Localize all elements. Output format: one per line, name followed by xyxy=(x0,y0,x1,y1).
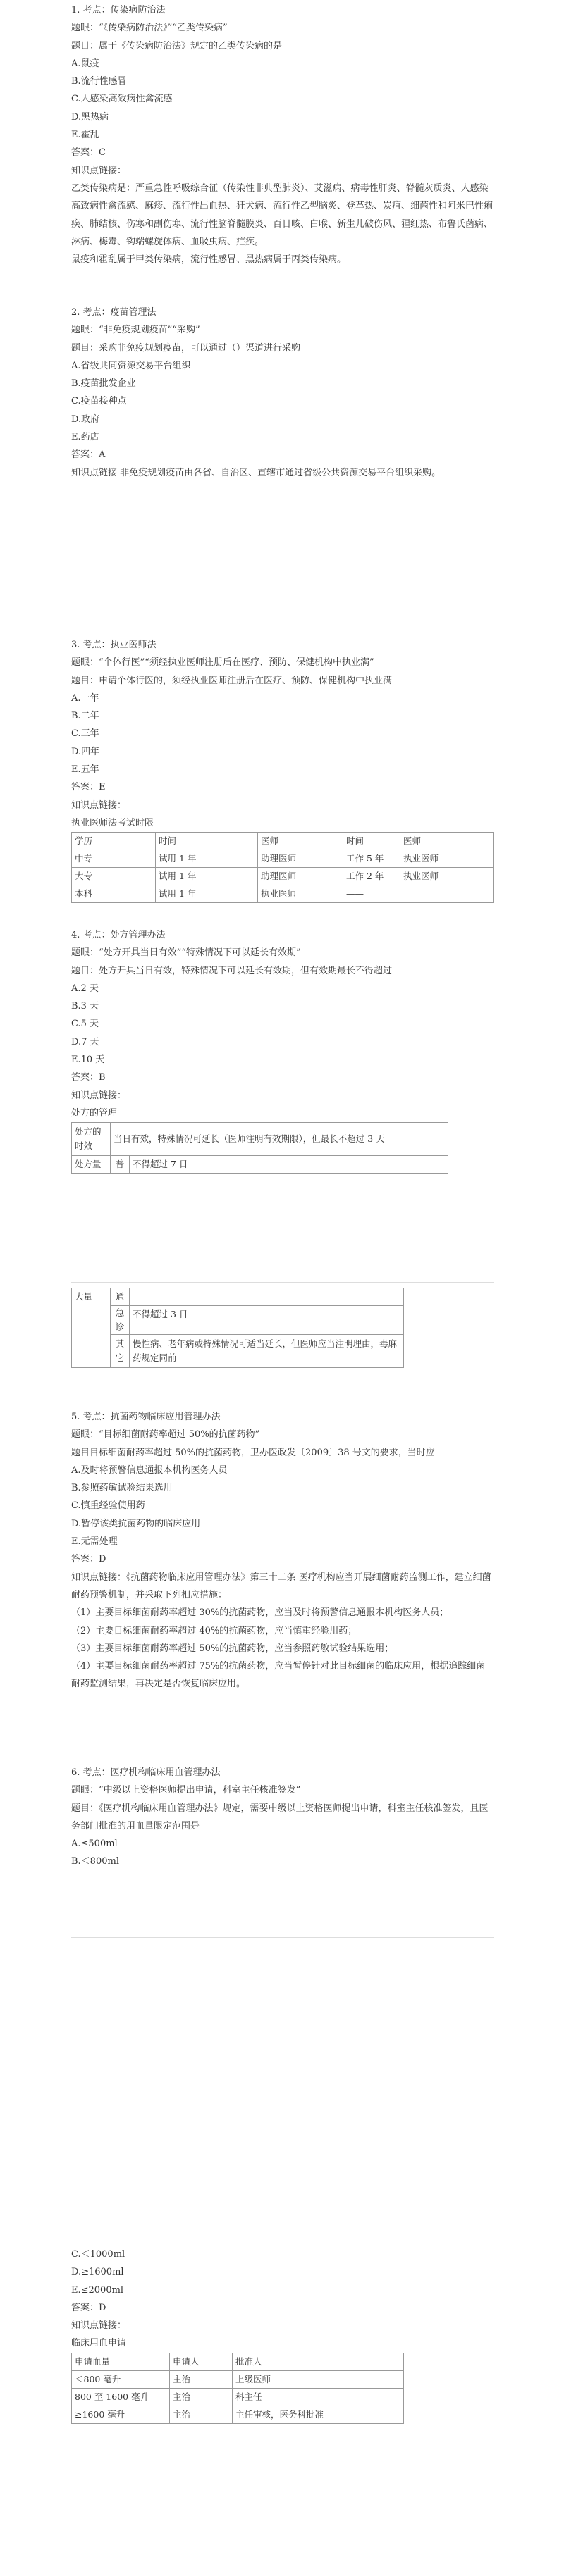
table-row: 其它 慢性病、老年病或特殊情况可适当延长，但医师应当注明理由，毒麻药规定同前 xyxy=(72,1335,404,1368)
table-row: 中专 试用 1 年 助理医师 工作 5 年 执业医师 xyxy=(72,850,494,868)
q1-option-e: E.霍乱 xyxy=(71,130,99,141)
q2-option-b: B.疫苗批发企业 xyxy=(71,378,136,390)
q6-option-d: D.≥1600ml xyxy=(71,2267,124,2278)
table-row: ≥1600 毫升 主治 主任审核，医务科批准 xyxy=(72,2406,404,2423)
q1-stem: 题目：属于《传染病防治法》规定的乙类传染病的是 xyxy=(71,40,283,51)
q5-option-d: D.暂停该类抗菌药物的临床应用 xyxy=(71,1518,201,1529)
q1-option-c: C.人感染高致病性禽流感 xyxy=(71,94,173,105)
q4-answer: 答案：B xyxy=(71,1072,106,1083)
q5-knowledge-item: （4）主要目标细菌耐药率超过 75%的抗菌药物，应当暂停针对此目标细菌的临床应用，根据追踪细菌耐药监测结果，再决定是否恢复临床应用。 xyxy=(71,1661,486,1690)
q5-option-a: A.及时将预警信息通报本机构医务人员 xyxy=(71,1464,228,1476)
q2-title: 2. 考点：疫苗管理法 xyxy=(71,307,157,318)
question-6 xyxy=(71,1764,494,1871)
table-row: 处方量 普 不得超过 7 日 xyxy=(72,1156,448,1174)
q1-knowledge-text: 乙类传染病是：严重急性呼吸综合征（传染性非典型肺炎）、艾滋病、病毒性肝炎、脊髓灰质炎、人感染高致病性禽流感、麻疹、流行性出血热、狂犬病、流行性乙型脑炎、登革热、炭疽、细菌性和阿米巴性痢疾、肺结核、伤寒和副伤寒、流行性脑脊髓膜炎、百日咳、白喉、新生儿破伤风、猩红热、布鲁氏菌病、淋病、梅毒、钩端螺旋体病、血吸虫病、疟疾。 xyxy=(71,182,494,247)
table-row: 800 至 1600 毫升 主治 科主任 xyxy=(72,2388,404,2406)
q4-option-a: A.2 天 xyxy=(71,983,99,994)
q6-answer: 答案：D xyxy=(71,2302,106,2313)
q1-title: 1. 考点：传染病防治法 xyxy=(71,5,166,15)
q4-stem: 题目：处方开具当日有效，特殊情况下可以延长有效期，但有效期最长不得超过 xyxy=(71,965,393,976)
q3-option-e: E.五年 xyxy=(71,764,99,776)
question-6-continued xyxy=(71,2246,494,2424)
table-row: 本科 试用 1 年 执业医师 —— xyxy=(72,885,494,903)
q3-title: 3. 考点：执业医师法 xyxy=(71,640,157,650)
table-row: 学历 时间 医师 时间 医师 xyxy=(72,833,494,850)
q4-option-e: E.10 天 xyxy=(71,1054,105,1066)
q3-option-b: B.二年 xyxy=(71,711,99,722)
q5-knowledge-item: （2）主要目标细菌耐药率超过 40%的抗菌药物，应当慎重经验用药； xyxy=(71,1625,357,1636)
page-divider xyxy=(71,1282,494,1283)
q4-option-c: C.5 天 xyxy=(71,1019,99,1030)
q6-option-e: E.≤2000ml xyxy=(71,2284,124,2296)
q5-option-c: C.慎重经验使用药 xyxy=(71,1500,145,1512)
q3-knowledge-label: 知识点链接： xyxy=(71,799,127,811)
question-1 xyxy=(71,1,494,268)
q3-stem: 题目：申请个体行医的，须经执业医师注册后在医疗、预防、保健机构中执业满 xyxy=(71,675,393,686)
q6-option-c: C.＜1000ml xyxy=(71,2249,125,2260)
table-row: 处方的时效 当日有效，特殊情况可延长（医师注明有效期限），但最长不超过 3 天 xyxy=(72,1123,448,1156)
q5-answer: 答案：D xyxy=(71,1554,106,1565)
table-row: 大量 通 xyxy=(72,1288,404,1306)
q2-stem: 题目：采购非免疫规划疫苗，可以通过（）渠道进行采购 xyxy=(71,342,301,354)
question-5 xyxy=(71,1408,494,1693)
q5-option-b: B.参照药敏试验结果选用 xyxy=(71,1483,173,1494)
q2-option-d: D.政府 xyxy=(71,413,100,425)
q6-table-title: 临床用血申请 xyxy=(71,2338,127,2349)
q5-stem-hint: 题眼：“目标细菌耐药率超过 50%的抗菌药物” xyxy=(71,1429,260,1441)
q2-option-a: A.省级共同资源交易平台组织 xyxy=(71,360,191,371)
q4-title: 4. 考点：处方管理办法 xyxy=(71,930,166,940)
question-4 xyxy=(71,926,494,1174)
q6-knowledge-label: 知识点链接： xyxy=(71,2320,127,2332)
table-row: 大专 试用 1 年 助理医师 工作 2 年 执业医师 xyxy=(72,868,494,885)
q5-knowledge-item: （3）主要目标细菌耐药率超过 50%的抗菌药物，应当参照药敏试验结果选用； xyxy=(71,1643,394,1654)
table-row: 急诊 不得超过 3 日 xyxy=(72,1306,404,1335)
q3-stem-hint: 题眼：“个体行医”“须经执业医师注册后在医疗、预防、保健机构中执业满” xyxy=(71,657,374,668)
q3-option-c: C.三年 xyxy=(71,728,99,740)
q2-knowledge-text: 知识点链接 非免疫规划疫苗由各省、自治区、直辖市通过省级公共资源交易平台组织采购。 xyxy=(71,467,441,478)
question-3 xyxy=(71,636,494,903)
q3-answer: 答案：E xyxy=(71,782,106,793)
q1-knowledge-label: 知识点链接： xyxy=(71,165,127,176)
prescription-table-continued xyxy=(71,1288,494,1368)
q4-stem-hint: 题眼：“处方开具当日有效”“特殊情况下可以延长有效期” xyxy=(71,947,301,959)
q6-stem: 题目：《医疗机构临床用血管理办法》规定，需要中级以上资格医师提出申请，科室主任核准签发，且医务部门批准的用血量限定范围是 xyxy=(71,1803,489,1831)
q1-option-a: A.鼠疫 xyxy=(71,58,99,69)
q5-stem: 题目目标细菌耐药率超过 50%的抗菌药物，卫办医政发〔2009〕38 号文的要求，当时应 xyxy=(71,1447,435,1458)
prescription-table xyxy=(71,1122,448,1174)
q4-table-title: 处方的管理 xyxy=(71,1107,118,1119)
q1-answer: 答案：C xyxy=(71,147,106,158)
q3-option-a: A.一年 xyxy=(71,692,99,704)
q6-title: 6. 考点：医疗机构临床用血管理办法 xyxy=(71,1767,221,1778)
q5-option-e: E.无需处理 xyxy=(71,1536,118,1548)
blood-request-table xyxy=(71,2353,404,2424)
q3-table-title: 执业医师法考试时限 xyxy=(71,817,154,828)
q4-knowledge-label: 知识点链接： xyxy=(71,1090,127,1101)
q2-answer: 答案：A xyxy=(71,449,106,461)
q4-option-b: B.3 天 xyxy=(71,1001,99,1012)
q6-option-b: B.＜800ml xyxy=(71,1856,119,1867)
q6-option-a: A.≤500ml xyxy=(71,1838,118,1850)
q2-option-e: E.药店 xyxy=(71,432,99,443)
q5-title: 5. 考点：抗菌药物临床应用管理办法 xyxy=(71,1412,221,1422)
q4-option-d: D.7 天 xyxy=(71,1036,99,1047)
q3-option-d: D.四年 xyxy=(71,746,100,757)
q2-option-c: C.疫苗接种点 xyxy=(71,396,127,407)
q5-knowledge-text: 知识点链接：《抗菌药物临床应用管理办法》第三十二条 医疗机构应当开展细菌耐药监测工作，建立细菌耐药预警机制，并采取下列相应措施： xyxy=(71,1572,491,1600)
q6-stem-hint: 题眼：“中级以上资格医师提出申请，科室主任核准签发” xyxy=(71,1785,301,1796)
question-2 xyxy=(71,304,494,482)
q5-knowledge-item: （1）主要目标细菌耐药率超过 30%的抗菌药物，应当及时将预警信息通报本机构医务人员； xyxy=(71,1607,449,1619)
q1-knowledge-extra: 鼠疫和霍乱属于甲类传染病，流行性感冒、黑热病属于丙类传染病。 xyxy=(71,254,347,266)
prescription-table-cont xyxy=(71,1288,404,1368)
q1-option-d: D.黑热病 xyxy=(71,111,109,123)
q2-stem-hint: 题眼：“非免疫规划疫苗”“采购” xyxy=(71,325,200,336)
exam-time-table xyxy=(71,832,494,903)
table-row: ＜800 毫升 主治 上级医师 xyxy=(72,2370,404,2388)
table-row: 申请血量 申请人 批准人 xyxy=(72,2353,404,2370)
q1-stem-hint: 题眼：“《传染病防治法》”“乙类传染病” xyxy=(71,23,228,34)
q1-option-b: B.流行性感冒 xyxy=(71,76,127,87)
page-divider xyxy=(71,1937,494,1938)
